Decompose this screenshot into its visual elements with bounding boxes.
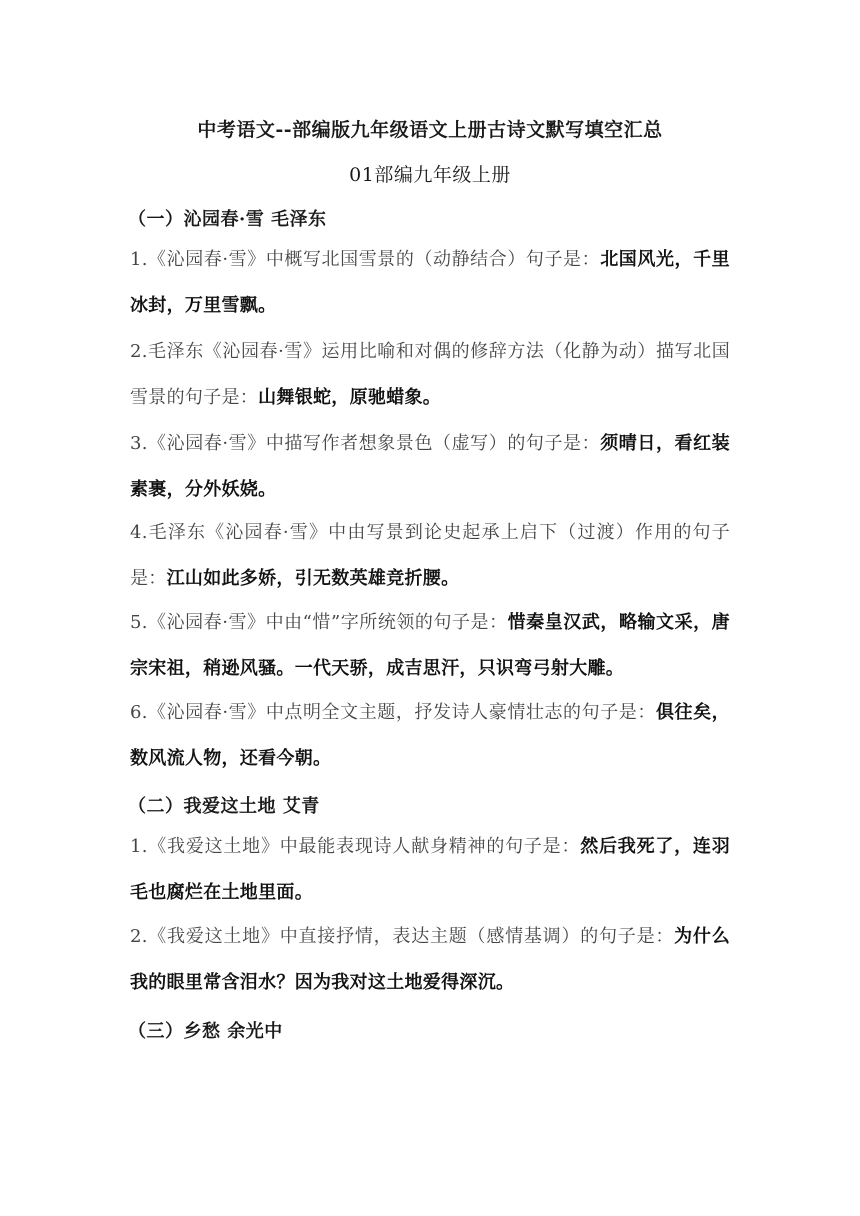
section-heading-2: （二）我爱这土地 艾青 [128,796,320,817]
question-text: 6.《沁园春·雪》中点明全文主题，抒发诗人豪情壮志的句子是： [130,702,656,723]
question-text: 4.毛泽东《沁园春·雪》中由写景到论史起承上启下（过渡）作用的句子是： [130,522,730,589]
question-item [130,600,730,692]
answer-text: 为什么我的眼里常含泪水？因为我对这土地爱得深沉。 [130,926,731,993]
question-item [130,690,730,782]
question-text: 1.《沁园春·雪》中概写北国雪景的（动静结合）句子是： [130,249,601,270]
question-text: 3.《沁园春·雪》中描写作者想象景色（虚写）的句子是： [130,433,601,454]
question-text: 2.毛泽东《沁园春·雪》运用比喻和对偶的修辞方法（化静为动）描写北国雪景的句子是： [130,341,730,408]
question-item [130,421,730,513]
question-item [130,824,730,916]
document-title: 中考语文--部编版九年级语文上册古诗文默写填空汇总 [197,119,663,141]
question-item [130,510,730,602]
answer-text: 北国风光，千里冰封，万里雪飘。 [130,249,730,316]
answer-text: 山舞银蛇，原驰蜡象。 [258,387,442,408]
answer-text: 惜秦皇汉武，略输文采，唐宗宋祖，稍逊风骚。一代天骄，成吉思汗，只识弯弓射大雕。 [130,612,730,679]
answer-text: 俱往矣，数风流人物，还看今朝。 [130,702,730,769]
question-item [130,914,730,1006]
section-heading-1: （一）沁园春·雪 毛泽东 [128,209,327,230]
question-text: 5.《沁园春·雪》中由“惜”字所统领的句子是： [130,612,508,633]
question-item [130,329,730,421]
section-heading-3: （三）乡愁 余光中 [128,1021,283,1042]
question-text: 2.《我爱这土地》中直接抒情，表达主题（感情基调）的句子是： [130,926,675,947]
question-item [130,237,730,329]
document-subtitle: 01部编九年级上册 [349,164,511,186]
answer-text: 然后我死了，连羽毛也腐烂在土地里面。 [130,836,731,903]
question-text: 1.《我爱这土地》中最能表现诗人献身精神的句子是： [130,836,581,857]
answer-text: 江山如此多娇，引无数英雄竞折腰。 [166,568,460,589]
answer-text: 须晴日，看红装素裹，分外妖娆。 [130,433,730,500]
